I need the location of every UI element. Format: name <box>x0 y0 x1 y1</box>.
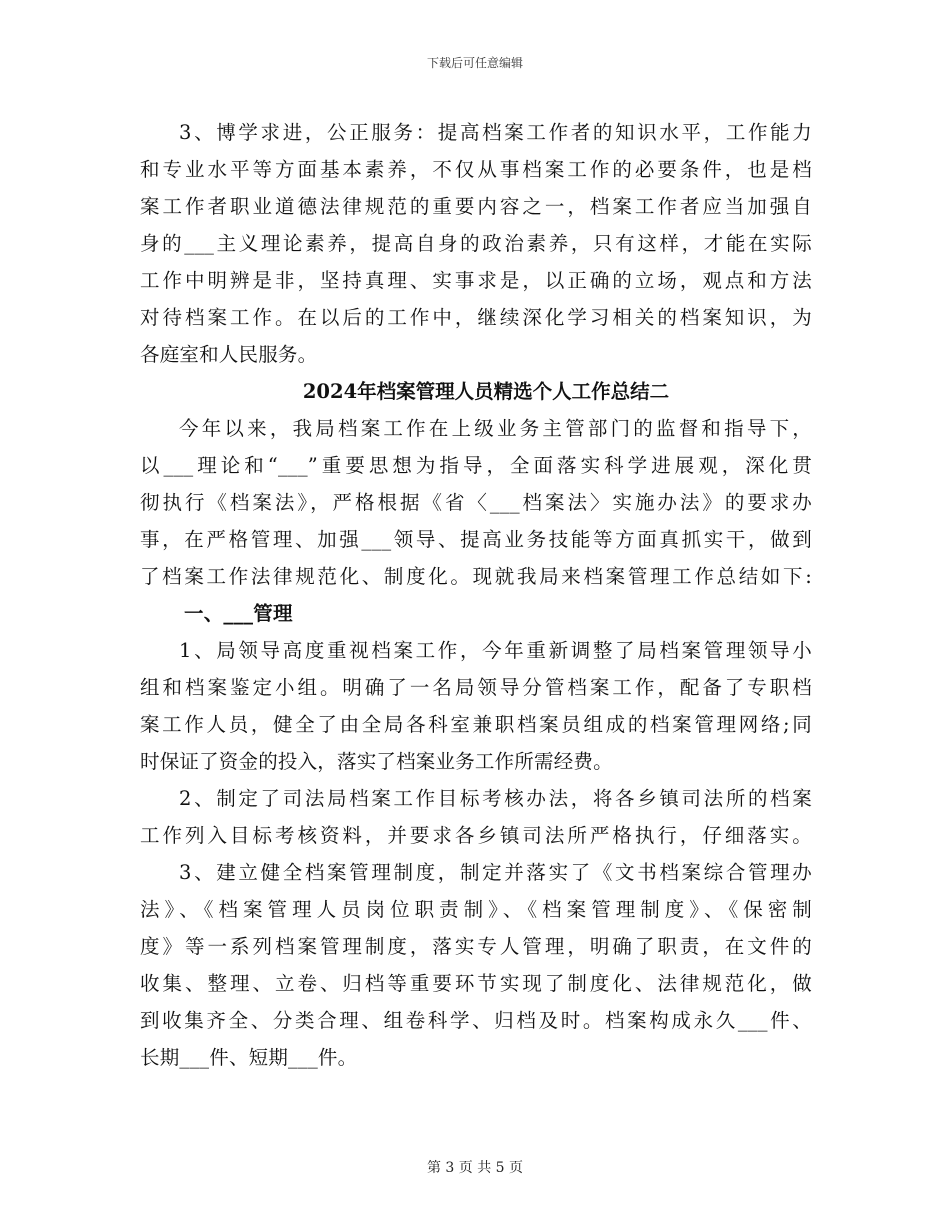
paragraph-line: 时保证了资金的投入，落实了档案业务工作所需经费。 <box>140 750 613 773</box>
paragraph-line: 事，在严格管理、加强___领导、提高业务技能等方面真抓实干，做到 <box>140 528 812 551</box>
paragraph-line: 度》等一系列档案管理制度，落实专人管理，明确了职责，在文件的 <box>140 935 812 958</box>
paragraph-line: 案工作者职业道德法律规范的重要内容之一，档案工作者应当加强自 <box>140 195 812 218</box>
paragraph-line: 2、制定了司法局档案工作目标考核办法，将各乡镇司法所的档案 <box>179 787 812 810</box>
page-number-footer: 第 3 页 共 5 页 <box>426 1160 524 1176</box>
paragraph-line: 彻执行《档案法》，严格根据《省〈___档案法〉实施办法》的要求办 <box>140 491 812 514</box>
paragraph-line: 身的___主义理论素养，提高自身的政治素养，只有这样，才能在实际 <box>140 232 812 255</box>
subsection-heading: 一、___管理 <box>184 602 293 625</box>
paragraph-line: 各庭室和人民服务。 <box>140 343 318 366</box>
section-title: 2024年档案管理人员精选个人工作总结二 <box>302 380 670 403</box>
paragraph-line: 收集、整理、立卷、归档等重要环节实现了制度化、法律规范化，做 <box>140 972 812 995</box>
paragraph-line: 案工作人员，健全了由全局各科室兼职档案员组成的档案管理网络;同 <box>140 713 812 736</box>
paragraph-line: 法》、《档案管理人员岗位职责制》、《档案管理制度》、《保密制 <box>140 898 812 921</box>
paragraph-line: 3、建立健全档案管理制度，制定并落实了《文书档案综合管理办 <box>179 861 812 884</box>
document-body <box>140 114 812 1076</box>
paragraph-line: 工作中明辨是非，坚持真理、实事求是，以正确的立场，观点和方法 <box>140 269 812 292</box>
header-note: 下载后可任意编辑 <box>426 56 523 70</box>
paragraph-line: 1、局领导高度重视档案工作，今年重新调整了局档案管理领导小 <box>179 639 812 662</box>
paragraph-line: 长期___件、短期___件。 <box>140 1046 358 1069</box>
paragraph-line: 到收集齐全、分类合理、组卷科学、归档及时。档案构成永久___件、 <box>140 1009 812 1032</box>
paragraph-line: 了档案工作法律规范化、制度化。现就我局来档案管理工作总结如下: <box>140 565 812 588</box>
paragraph-line: 工作列入目标考核资料，并要求各乡镇司法所严格执行，仔细落实。 <box>140 824 812 847</box>
paragraph-line: 和专业水平等方面基本素养，不仅从事档案工作的必要条件，也是档 <box>140 158 812 181</box>
paragraph-line: 以___理论和“___”重要思想为指导，全面落实科学进展观，深化贯 <box>140 454 812 477</box>
paragraph-line: 对待档案工作。在以后的工作中，继续深化学习相关的档案知识，为 <box>140 306 812 329</box>
paragraph-line: 今年以来，我局档案工作在上级业务主管部门的监督和指导下， <box>179 417 812 440</box>
paragraph-line: 3、博学求进，公正服务：提高档案工作者的知识水平，工作能力 <box>179 121 812 144</box>
paragraph-line: 组和档案鉴定小组。明确了一名局领导分管档案工作，配备了专职档 <box>140 676 812 699</box>
